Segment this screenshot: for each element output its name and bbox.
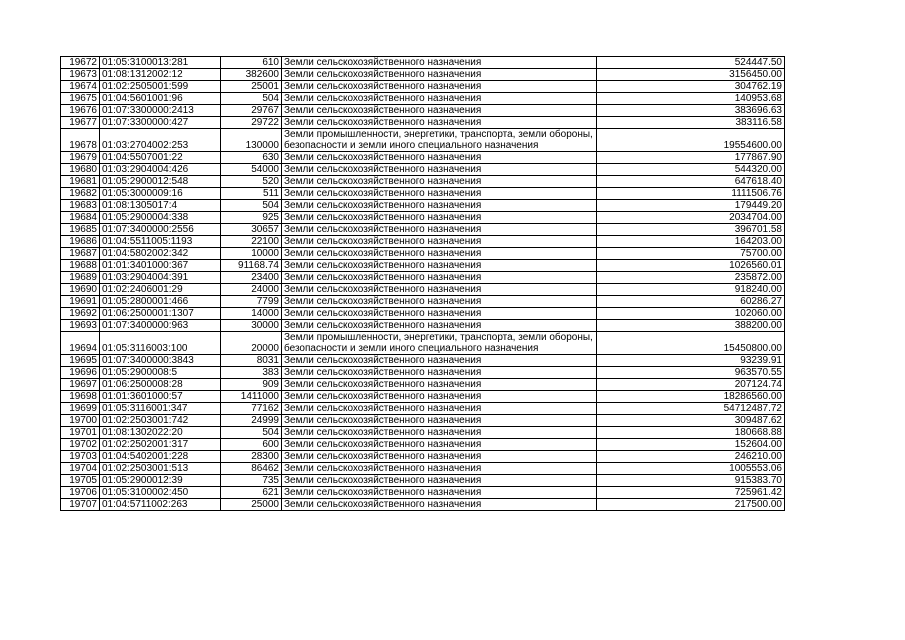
row-number-cell: 19691 — [61, 296, 100, 308]
cadastral-value-cell: 60286.27 — [597, 296, 785, 308]
row-number-cell: 19692 — [61, 308, 100, 320]
row-number-cell: 19697 — [61, 379, 100, 391]
area-cell: 91168.74 — [221, 260, 282, 272]
cadastral-value-cell: 915383.70 — [597, 475, 785, 487]
cadastral-number-cell: 01:08:1305017:4 — [100, 200, 221, 212]
cadastral-value-cell: 54712487.72 — [597, 403, 785, 415]
land-category-cell: Земли сельскохозяйственного назначения — [282, 69, 597, 81]
table-row — [61, 379, 785, 391]
cadastral-value-cell: 647618.40 — [597, 176, 785, 188]
row-number-cell: 19695 — [61, 355, 100, 367]
cadastral-value-cell: 1111506.76 — [597, 188, 785, 200]
area-cell: 383 — [221, 367, 282, 379]
cadastral-value-cell: 309487.62 — [597, 415, 785, 427]
cadastral-number-cell: 01:06:2500001:1307 — [100, 308, 221, 320]
cadastral-number-cell: 01:05:2900012:548 — [100, 176, 221, 188]
land-category-cell: Земли сельскохозяйственного назначения — [282, 296, 597, 308]
land-category-cell: Земли сельскохозяйственного назначения — [282, 81, 597, 93]
cadastral-number-cell: 01:05:3116003:100 — [100, 332, 221, 355]
land-category-cell: Земли промышленности, энергетики, транспорта, земли обороны, безопасности и земли иного специального назначения — [282, 129, 597, 152]
table-row — [61, 212, 785, 224]
land-category-cell: Земли сельскохозяйственного назначения — [282, 152, 597, 164]
cadastral-number-cell: 01:02:2505001:599 — [100, 81, 221, 93]
row-number-cell: 19696 — [61, 367, 100, 379]
table-row — [61, 224, 785, 236]
cadastral-value-cell: 18286560.00 — [597, 391, 785, 403]
table-row — [61, 81, 785, 93]
land-category-cell: Земли сельскохозяйственного назначения — [282, 284, 597, 296]
area-cell: 735 — [221, 475, 282, 487]
cadastral-value-cell: 1026560.01 — [597, 260, 785, 272]
cadastral-value-cell: 304762.19 — [597, 81, 785, 93]
area-cell: 29722 — [221, 117, 282, 129]
cadastral-value-cell: 164203.00 — [597, 236, 785, 248]
table-row — [61, 272, 785, 284]
row-number-cell: 19682 — [61, 188, 100, 200]
cadastral-number-cell: 01:06:2500008:28 — [100, 379, 221, 391]
table-row — [61, 487, 785, 499]
table-row — [61, 69, 785, 81]
land-category-cell: Земли сельскохозяйственного назначения — [282, 320, 597, 332]
cadastral-number-cell: 01:05:3000009:16 — [100, 188, 221, 200]
land-category-cell: Земли сельскохозяйственного назначения — [282, 391, 597, 403]
row-number-cell: 19684 — [61, 212, 100, 224]
land-category-cell: Земли сельскохозяйственного назначения — [282, 105, 597, 117]
row-number-cell: 19705 — [61, 475, 100, 487]
table-row — [61, 320, 785, 332]
area-cell: 86462 — [221, 463, 282, 475]
cadastral-value-cell: 140953.68 — [597, 93, 785, 105]
table-row — [61, 391, 785, 403]
row-number-cell: 19688 — [61, 260, 100, 272]
land-category-cell: Земли сельскохозяйственного назначения — [282, 57, 597, 69]
cadastral-number-cell: 01:03:2704002:253 — [100, 129, 221, 152]
table-row — [61, 367, 785, 379]
table-row — [61, 403, 785, 415]
cadastral-number-cell: 01:02:2503001:742 — [100, 415, 221, 427]
cadastral-value-cell: 383696.63 — [597, 105, 785, 117]
area-cell: 30657 — [221, 224, 282, 236]
land-category-cell: Земли сельскохозяйственного назначения — [282, 200, 597, 212]
cadastral-value-cell: 235872.00 — [597, 272, 785, 284]
table-row — [61, 236, 785, 248]
area-cell: 28300 — [221, 451, 282, 463]
row-number-cell: 19686 — [61, 236, 100, 248]
area-cell: 77162 — [221, 403, 282, 415]
table-body — [61, 57, 785, 511]
land-category-cell: Земли сельскохозяйственного назначения — [282, 355, 597, 367]
cadastral-value-cell: 2034704.00 — [597, 212, 785, 224]
cadastral-number-cell: 01:07:3400000:2556 — [100, 224, 221, 236]
cadastral-value-cell: 544320.00 — [597, 164, 785, 176]
land-category-cell: Земли сельскохозяйственного назначения — [282, 224, 597, 236]
area-cell: 925 — [221, 212, 282, 224]
cadastral-number-cell: 01:05:3100002:450 — [100, 487, 221, 499]
row-number-cell: 19704 — [61, 463, 100, 475]
table-row — [61, 463, 785, 475]
land-category-cell: Земли сельскохозяйственного назначения — [282, 439, 597, 451]
area-cell: 130000 — [221, 129, 282, 152]
area-cell: 630 — [221, 152, 282, 164]
area-cell: 24999 — [221, 415, 282, 427]
land-category-cell: Земли сельскохозяйственного назначения — [282, 164, 597, 176]
cadastral-value-cell: 180668.88 — [597, 427, 785, 439]
row-number-cell: 19681 — [61, 176, 100, 188]
cadastral-value-cell: 246210.00 — [597, 451, 785, 463]
row-number-cell: 19680 — [61, 164, 100, 176]
row-number-cell: 19698 — [61, 391, 100, 403]
row-number-cell: 19693 — [61, 320, 100, 332]
cadastral-value-cell: 207124.74 — [597, 379, 785, 391]
row-number-cell: 19707 — [61, 499, 100, 511]
area-cell: 22100 — [221, 236, 282, 248]
cadastral-number-cell: 01:07:3300000:427 — [100, 117, 221, 129]
cadastral-value-cell: 15450800.00 — [597, 332, 785, 355]
table-row — [61, 152, 785, 164]
cadastral-value-cell: 383116.58 — [597, 117, 785, 129]
land-category-cell: Земли сельскохозяйственного назначения — [282, 272, 597, 284]
area-cell: 1411000 — [221, 391, 282, 403]
cadastral-number-cell: 01:03:2904004:426 — [100, 164, 221, 176]
land-category-cell: Земли промышленности, энергетики, транспорта, земли обороны, безопасности и земли иного специального назначения — [282, 332, 597, 355]
land-category-cell: Земли сельскохозяйственного назначения — [282, 451, 597, 463]
row-number-cell: 19683 — [61, 200, 100, 212]
row-number-cell: 19678 — [61, 129, 100, 152]
land-category-cell: Земли сельскохозяйственного назначения — [282, 260, 597, 272]
table-row — [61, 129, 785, 152]
row-number-cell: 19701 — [61, 427, 100, 439]
table-row — [61, 451, 785, 463]
land-category-cell: Земли сельскохозяйственного назначения — [282, 188, 597, 200]
cadastral-value-cell: 19554600.00 — [597, 129, 785, 152]
land-category-cell: Земли сельскохозяйственного назначения — [282, 427, 597, 439]
cadastral-number-cell: 01:02:2502001:317 — [100, 439, 221, 451]
area-cell: 7799 — [221, 296, 282, 308]
area-cell: 610 — [221, 57, 282, 69]
land-category-cell: Земли сельскохозяйственного назначения — [282, 499, 597, 511]
row-number-cell: 19687 — [61, 248, 100, 260]
cadastral-number-cell: 01:07:3300000:2413 — [100, 105, 221, 117]
land-category-cell: Земли сельскохозяйственного назначения — [282, 176, 597, 188]
table-row — [61, 427, 785, 439]
cadastral-value-cell: 152604.00 — [597, 439, 785, 451]
cadastral-value-cell: 217500.00 — [597, 499, 785, 511]
cadastral-number-cell: 01:08:1302022:20 — [100, 427, 221, 439]
row-number-cell: 19690 — [61, 284, 100, 296]
cadastral-number-cell: 01:01:3601000:57 — [100, 391, 221, 403]
row-number-cell: 19676 — [61, 105, 100, 117]
land-category-cell: Земли сельскохозяйственного назначения — [282, 403, 597, 415]
cadastral-number-cell: 01:08:1312002:12 — [100, 69, 221, 81]
table-row — [61, 499, 785, 511]
area-cell: 382600 — [221, 69, 282, 81]
cadastral-number-cell: 01:07:3400000:963 — [100, 320, 221, 332]
row-number-cell: 19685 — [61, 224, 100, 236]
land-category-cell: Земли сельскохозяйственного назначения — [282, 463, 597, 475]
table-row — [61, 200, 785, 212]
area-cell: 621 — [221, 487, 282, 499]
table-row — [61, 475, 785, 487]
land-category-cell: Земли сельскохозяйственного назначения — [282, 236, 597, 248]
cadastral-value-cell: 918240.00 — [597, 284, 785, 296]
cadastral-number-cell: 01:04:5507001:22 — [100, 152, 221, 164]
land-category-cell: Земли сельскохозяйственного назначения — [282, 367, 597, 379]
land-category-cell: Земли сельскохозяйственного назначения — [282, 379, 597, 391]
area-cell: 8031 — [221, 355, 282, 367]
area-cell: 54000 — [221, 164, 282, 176]
cadastral-value-cell: 3156450.00 — [597, 69, 785, 81]
cadastral-value-cell: 93239.91 — [597, 355, 785, 367]
land-category-cell: Земли сельскохозяйственного назначения — [282, 248, 597, 260]
table-row — [61, 355, 785, 367]
cadastral-value-cell: 963570.55 — [597, 367, 785, 379]
area-cell: 30000 — [221, 320, 282, 332]
area-cell: 25000 — [221, 499, 282, 511]
row-number-cell: 19700 — [61, 415, 100, 427]
table-row — [61, 105, 785, 117]
cadastral-value-cell: 75700.00 — [597, 248, 785, 260]
row-number-cell: 19675 — [61, 93, 100, 105]
area-cell: 504 — [221, 427, 282, 439]
area-cell: 909 — [221, 379, 282, 391]
land-category-cell: Земли сельскохозяйственного назначения — [282, 308, 597, 320]
table-row — [61, 296, 785, 308]
row-number-cell: 19679 — [61, 152, 100, 164]
row-number-cell: 19699 — [61, 403, 100, 415]
table-row — [61, 164, 785, 176]
cadastral-number-cell: 01:05:2900012:39 — [100, 475, 221, 487]
land-category-cell: Земли сельскохозяйственного назначения — [282, 475, 597, 487]
cadastral-number-cell: 01:05:3116001:347 — [100, 403, 221, 415]
cadastral-number-cell: 01:07:3400000:3843 — [100, 355, 221, 367]
cadastral-value-cell: 524447.50 — [597, 57, 785, 69]
area-cell: 29767 — [221, 105, 282, 117]
area-cell: 20000 — [221, 332, 282, 355]
table-row — [61, 57, 785, 69]
table-row — [61, 188, 785, 200]
area-cell: 511 — [221, 188, 282, 200]
cadastral-number-cell: 01:05:2900004:338 — [100, 212, 221, 224]
table-row — [61, 415, 785, 427]
row-number-cell: 19672 — [61, 57, 100, 69]
cadastral-value-cell: 1005553.06 — [597, 463, 785, 475]
cadastral-number-cell: 01:04:5711002:263 — [100, 499, 221, 511]
row-number-cell: 19706 — [61, 487, 100, 499]
table-row — [61, 176, 785, 188]
cadastral-number-cell: 01:03:2904004:391 — [100, 272, 221, 284]
table-row — [61, 93, 785, 105]
area-cell: 504 — [221, 200, 282, 212]
cadastral-value-cell: 396701.58 — [597, 224, 785, 236]
area-cell: 25001 — [221, 81, 282, 93]
land-category-cell: Земли сельскохозяйственного назначения — [282, 415, 597, 427]
row-number-cell: 19703 — [61, 451, 100, 463]
area-cell: 504 — [221, 93, 282, 105]
table-row — [61, 308, 785, 320]
table-row — [61, 439, 785, 451]
area-cell: 23400 — [221, 272, 282, 284]
table-row — [61, 332, 785, 355]
area-cell: 24000 — [221, 284, 282, 296]
cadastral-number-cell: 01:02:2503001:513 — [100, 463, 221, 475]
row-number-cell: 19689 — [61, 272, 100, 284]
row-number-cell: 19702 — [61, 439, 100, 451]
cadastral-value-cell: 177867.90 — [597, 152, 785, 164]
row-number-cell: 19677 — [61, 117, 100, 129]
cadastral-number-cell: 01:04:5601001:96 — [100, 93, 221, 105]
land-category-cell: Земли сельскохозяйственного назначения — [282, 117, 597, 129]
land-category-cell: Земли сельскохозяйственного назначения — [282, 93, 597, 105]
area-cell: 600 — [221, 439, 282, 451]
cadastral-value-cell: 102060.00 — [597, 308, 785, 320]
cadastral-value-cell: 388200.00 — [597, 320, 785, 332]
land-parcels-table — [60, 56, 785, 511]
row-number-cell: 19694 — [61, 332, 100, 355]
cadastral-number-cell: 01:04:5402001:228 — [100, 451, 221, 463]
cadastral-number-cell: 01:02:2406001:29 — [100, 284, 221, 296]
land-category-cell: Земли сельскохозяйственного назначения — [282, 487, 597, 499]
land-category-cell: Земли сельскохозяйственного назначения — [282, 212, 597, 224]
cadastral-value-cell: 179449.20 — [597, 200, 785, 212]
table-row — [61, 284, 785, 296]
table-row — [61, 248, 785, 260]
area-cell: 14000 — [221, 308, 282, 320]
cadastral-number-cell: 01:05:3100013:281 — [100, 57, 221, 69]
cadastral-number-cell: 01:01:3401000:367 — [100, 260, 221, 272]
cadastral-value-cell: 725961.42 — [597, 487, 785, 499]
cadastral-number-cell: 01:05:2900008:5 — [100, 367, 221, 379]
cadastral-number-cell: 01:05:2800001:466 — [100, 296, 221, 308]
row-number-cell: 19673 — [61, 69, 100, 81]
table-row — [61, 260, 785, 272]
area-cell: 520 — [221, 176, 282, 188]
row-number-cell: 19674 — [61, 81, 100, 93]
table-row — [61, 117, 785, 129]
cadastral-number-cell: 01:04:5802002:342 — [100, 248, 221, 260]
cadastral-number-cell: 01:04:5511005:1193 — [100, 236, 221, 248]
area-cell: 10000 — [221, 248, 282, 260]
